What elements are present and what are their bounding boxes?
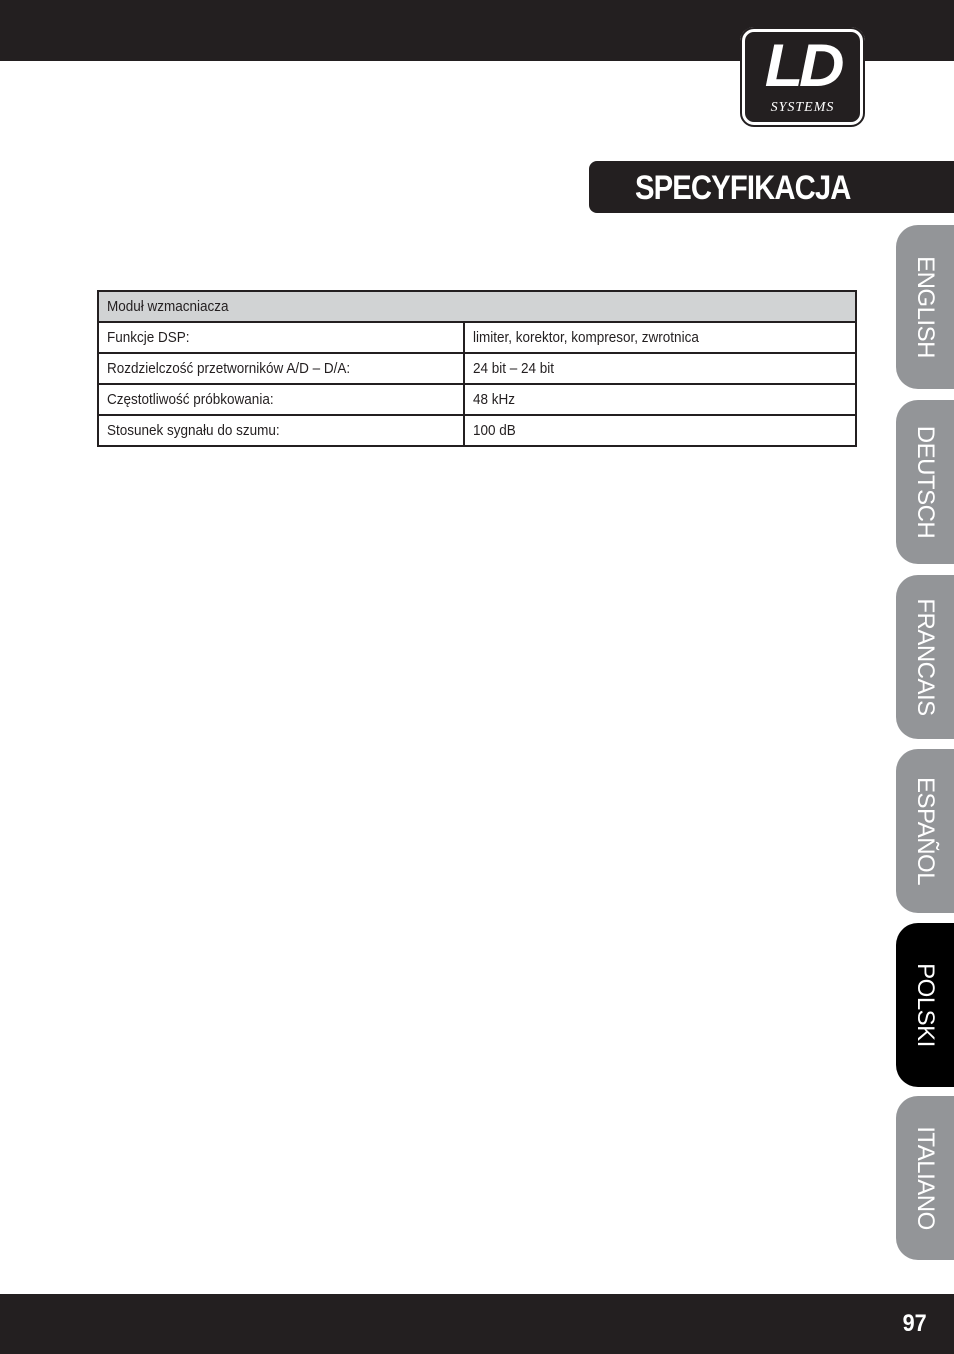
spec-value: limiter, korektor, kompresor, zwrotnica — [464, 322, 856, 353]
table-row — [98, 353, 856, 384]
spec-label: Funkcje DSP: — [98, 322, 464, 353]
spec-label: Stosunek sygnału do szumu: — [98, 415, 464, 446]
tab-italiano-label: ITALIANO — [912, 1126, 939, 1230]
tab-english[interactable] — [896, 225, 954, 389]
spec-value: 100 dB — [464, 415, 856, 446]
table-header-cell: Moduł wzmacniacza — [98, 291, 856, 322]
tab-italiano[interactable] — [896, 1096, 954, 1260]
bottom-bar — [0, 1294, 954, 1354]
table-row — [98, 384, 856, 415]
spec-label: Rozdzielczość przetworników A/D – D/A: — [98, 353, 464, 384]
tab-francais-label: FRANCAIS — [912, 598, 939, 716]
tab-deutsch-label: DEUTSCH — [912, 425, 939, 539]
table-row — [98, 322, 856, 353]
logo-ld-text: LD — [764, 32, 841, 99]
tab-deutsch[interactable] — [896, 400, 954, 564]
spec-value: 48 kHz — [464, 384, 856, 415]
table-row — [98, 415, 856, 446]
tab-polski[interactable] — [896, 923, 954, 1087]
tab-espanol[interactable] — [896, 749, 954, 913]
section-title: SPECYFIKACJA — [635, 169, 851, 207]
logo-systems-text: SYSTEMS — [770, 100, 835, 115]
tab-francais[interactable] — [896, 575, 954, 739]
tab-english-label: ENGLISH — [912, 256, 939, 358]
spec-value: 24 bit – 24 bit — [464, 353, 856, 384]
tab-polski-label: POLSKI — [912, 963, 939, 1047]
ld-systems-logo — [740, 27, 865, 127]
spec-label: Częstotliwość próbkowania: — [98, 384, 464, 415]
table-header-row — [98, 291, 856, 322]
spec-table — [97, 290, 857, 447]
page-number: 97 — [902, 1310, 927, 1337]
section-header — [589, 161, 954, 213]
tab-espanol-label: ESPAÑOL — [912, 776, 939, 886]
